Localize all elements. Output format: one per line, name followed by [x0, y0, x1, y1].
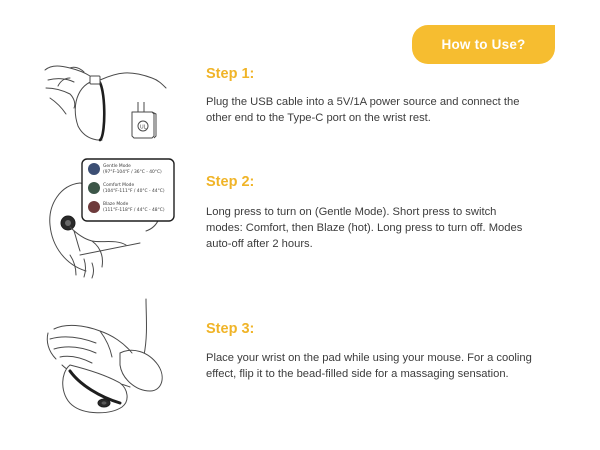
badge-label: How to Use? [441, 37, 526, 52]
gentle-mode-icon [88, 163, 100, 175]
step-2-title: Step 2: [206, 174, 255, 190]
blaze-mode-temp: (111°F-118°F / 44°C - 48°C) [103, 208, 165, 213]
how-to-use-badge [412, 25, 555, 64]
gentle-mode-temp: (97°F-104°F / 36°C - 40°C) [103, 170, 162, 175]
step-3-text: Place your wrist on the pad while using your mouse. For a cooling effect, flip it to the bead-filled side for a massaging sensation. [206, 352, 532, 380]
gentle-mode-name: Gentle Mode [103, 164, 131, 169]
step-2-text: Long press to turn on (Gentle Mode). Short press to switch modes: Comfort, then Blaze (hot). Long press to turn off. Modes auto-off after 2 hours. [206, 206, 523, 250]
svg-text:UL: UL [140, 124, 147, 131]
hand-on-mouse-icon [40, 295, 190, 420]
comfort-mode-name: Comfort Mode [103, 183, 135, 188]
power-adapter-icon [128, 100, 162, 142]
step-1-title: Step 1: [206, 66, 255, 82]
step-3-title: Step 3: [206, 321, 255, 337]
step-1-text: Plug the USB cable into a 5V/1A power source and connect the other end to the Type-C port on the wrist rest. [206, 96, 520, 124]
comfort-mode-icon [88, 182, 100, 194]
blaze-mode-name: Blaze Mode [103, 202, 129, 207]
finger-press-button-icon [40, 155, 200, 280]
comfort-mode-temp: (104°F-111°F / 40°C - 44°C) [103, 189, 165, 194]
mode-panel [82, 159, 174, 221]
blaze-mode-icon [88, 201, 100, 213]
